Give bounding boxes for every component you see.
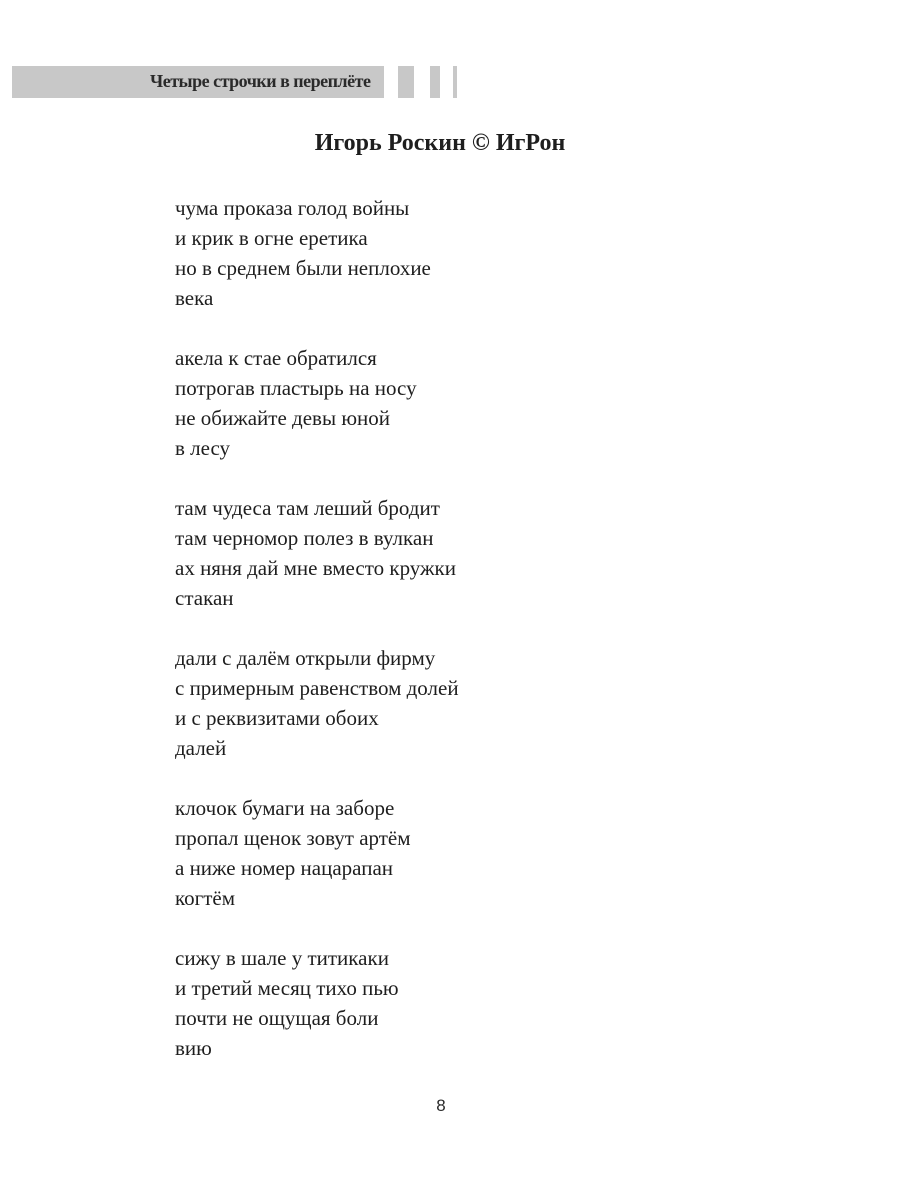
decorative-bar <box>430 66 440 98</box>
page-number: 8 <box>436 1096 446 1115</box>
poem-line: когтём <box>175 886 236 910</box>
poem-line: но в среднем были неплохие <box>175 256 431 280</box>
decorative-bar <box>453 66 457 98</box>
stanza <box>175 343 775 463</box>
poem-line: почти не ощущая боли <box>175 1006 379 1030</box>
running-header <box>0 66 460 98</box>
poem-line: далей <box>175 736 227 760</box>
poem-body <box>175 193 775 1093</box>
poem-line: чума проказа голод войны <box>175 196 410 220</box>
poem-line: а ниже номер нацарапан <box>175 856 394 880</box>
poem-line: не обижайте девы юной <box>175 406 390 430</box>
decorative-bar <box>398 66 414 98</box>
stanza <box>175 793 775 913</box>
poem-line: вию <box>175 1036 212 1060</box>
poem-line: акела к стае обратился <box>175 346 377 370</box>
poem-line: стакан <box>175 586 234 610</box>
poem-line: века <box>175 286 214 310</box>
poem-line: с примерным равенством долей <box>175 676 459 700</box>
running-title: Четыре строчки в переплёте <box>150 71 371 91</box>
stanza <box>175 193 775 313</box>
poem-line: в лесу <box>175 436 231 460</box>
author-heading: Игорь Роскин © ИгРон <box>314 130 566 156</box>
poem-line: клочок бумаги на заборе <box>175 796 395 820</box>
stanza <box>175 943 775 1063</box>
poem-line: дали с далём открыли фирму <box>175 646 436 670</box>
poem-line: и с реквизитами обоих <box>175 706 379 730</box>
stanza <box>175 493 775 613</box>
stanza <box>175 643 775 763</box>
poem-line: и третий месяц тихо пью <box>175 976 399 1000</box>
poem-line: пропал щенок зовут артём <box>175 826 411 850</box>
poem-line: сижу в шале у титикаки <box>175 946 389 970</box>
poem-line: там черномор полез в вулкан <box>175 526 434 550</box>
poem-line: и крик в огне еретика <box>175 226 368 250</box>
poem-line: там чудеса там леший бродит <box>175 496 440 520</box>
poem-line: потрогав пластырь на носу <box>175 376 417 400</box>
poem-line: ах няня дай мне вместо кружки <box>175 556 456 580</box>
